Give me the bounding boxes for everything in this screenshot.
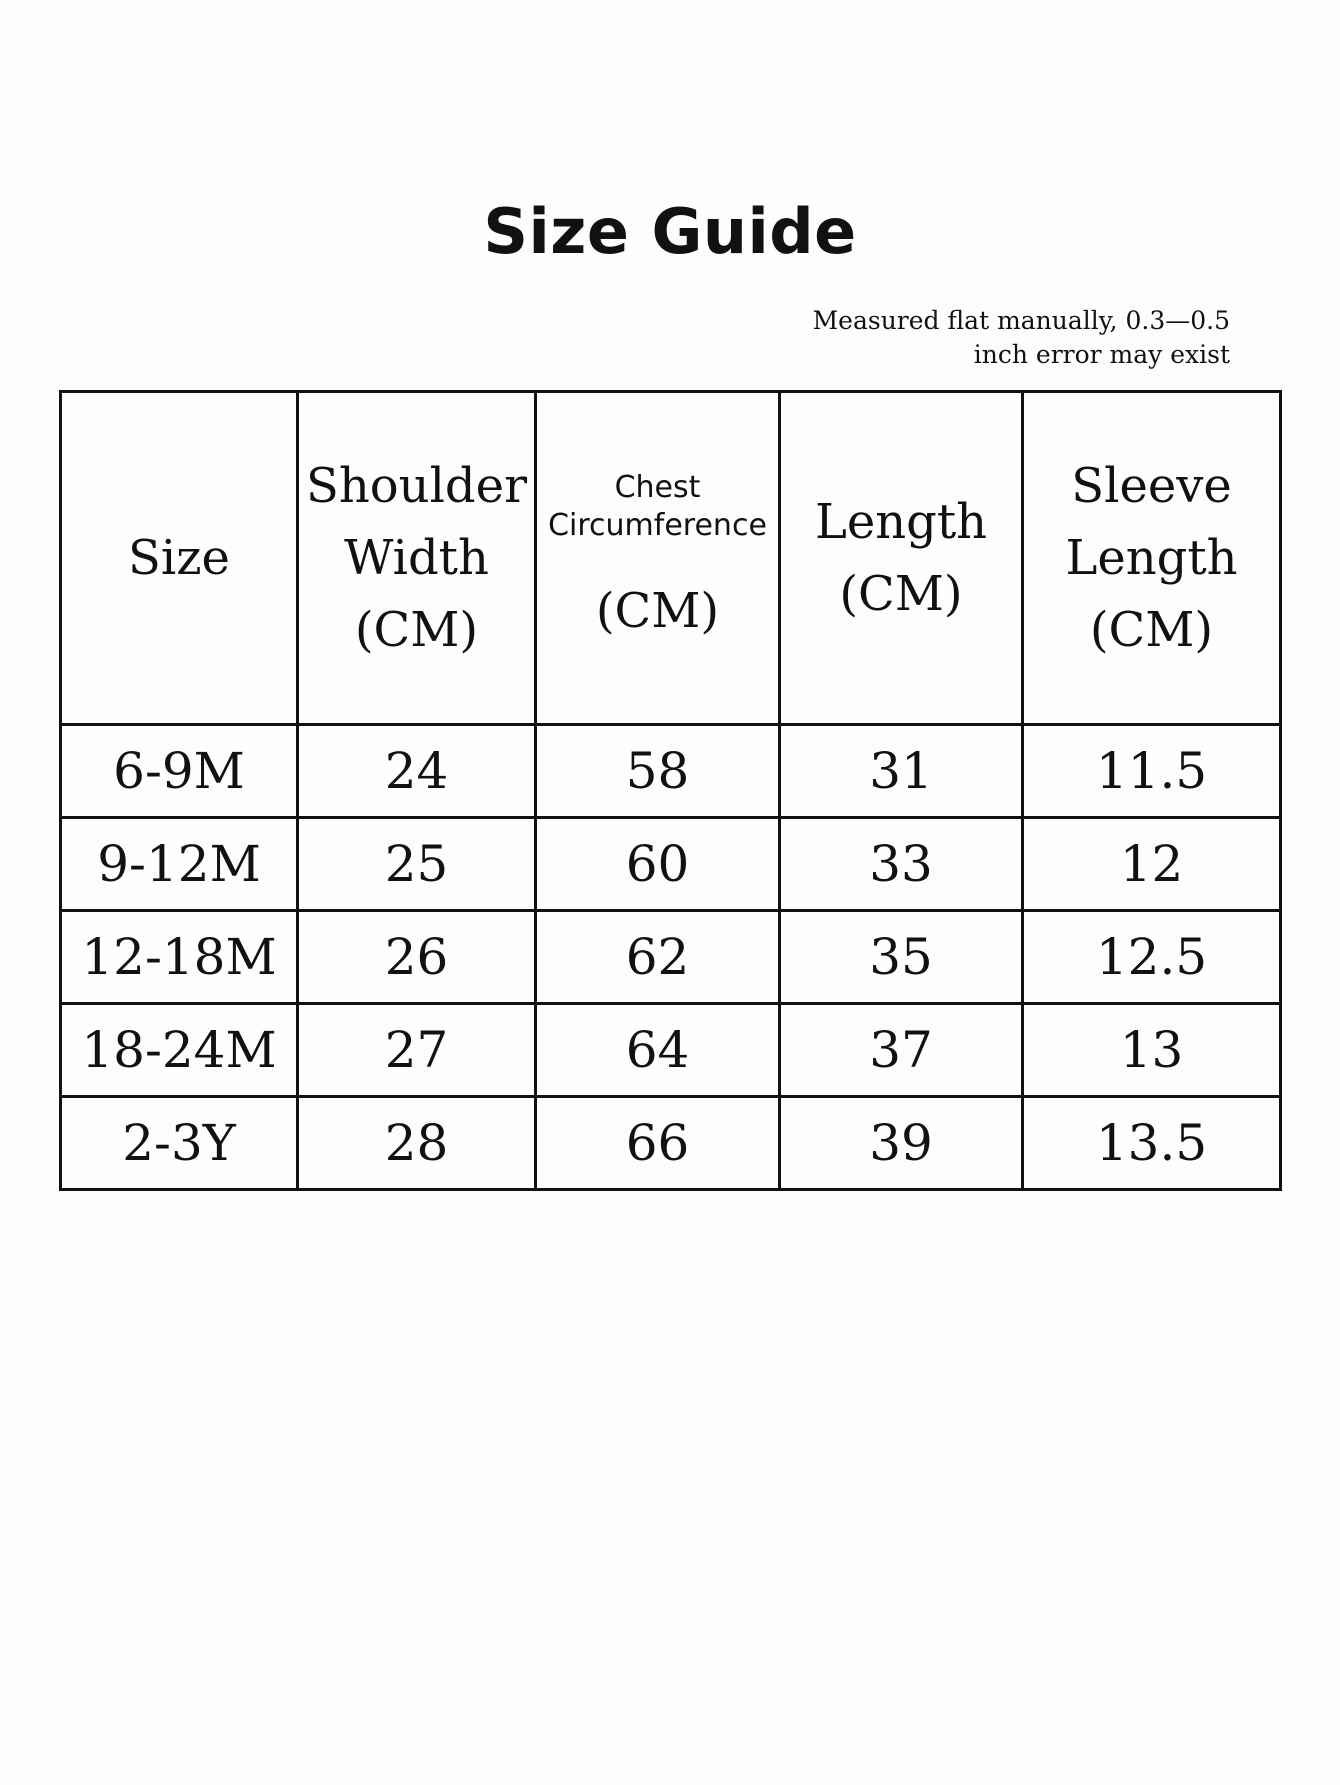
table-row — [61, 818, 1281, 911]
cell-sleeve-length: 12.5 — [1023, 911, 1281, 1004]
size-chart-table — [59, 390, 1282, 1191]
cell-chest: 60 — [536, 818, 780, 911]
cell-sleeve-length: 13.5 — [1023, 1097, 1281, 1190]
cell-chest: 58 — [536, 725, 780, 818]
cell-size: 6-9M — [61, 725, 298, 818]
cell-chest: 66 — [536, 1097, 780, 1190]
cell-size: 2-3Y — [61, 1097, 298, 1190]
table-row — [61, 725, 1281, 818]
cell-size: 18-24M — [61, 1004, 298, 1097]
cell-length: 35 — [780, 911, 1023, 1004]
cell-shoulder-width: 27 — [298, 1004, 536, 1097]
header-sleeve-line2: Length — [1065, 530, 1238, 586]
header-length-unit: (CM) — [839, 566, 963, 622]
header-chest-circumference — [536, 392, 780, 725]
header-length — [780, 392, 1023, 725]
cell-sleeve-length: 12 — [1023, 818, 1281, 911]
header-sleeve-line1: Sleeve — [1071, 458, 1232, 514]
cell-length: 31 — [780, 725, 1023, 818]
cell-length: 33 — [780, 818, 1023, 911]
cell-size: 9-12M — [61, 818, 298, 911]
cell-size: 12-18M — [61, 911, 298, 1004]
cell-shoulder-width: 28 — [298, 1097, 536, 1190]
header-shoulder-line2: Width — [344, 530, 489, 586]
header-chest-line1: Chest — [614, 470, 701, 505]
table-row — [61, 1004, 1281, 1097]
table-row — [61, 911, 1281, 1004]
cell-sleeve-length: 11.5 — [1023, 725, 1281, 818]
header-length-line1: Length — [814, 494, 988, 550]
cell-sleeve-length: 13 — [1023, 1004, 1281, 1097]
page-title: Size Guide — [483, 195, 857, 268]
table-header-row — [61, 392, 1281, 725]
cell-length: 39 — [780, 1097, 1023, 1190]
cell-length: 37 — [780, 1004, 1023, 1097]
header-shoulder-unit: (CM) — [354, 602, 479, 658]
cell-shoulder-width: 24 — [298, 725, 536, 818]
cell-shoulder-width: 26 — [298, 911, 536, 1004]
cell-chest: 62 — [536, 911, 780, 1004]
table-row — [61, 1097, 1281, 1190]
header-sleeve-length — [1023, 392, 1281, 725]
header-shoulder-width — [298, 392, 536, 725]
header-shoulder-line1: Shoulder — [305, 458, 528, 514]
cell-shoulder-width: 25 — [298, 818, 536, 911]
header-sleeve-unit: (CM) — [1089, 602, 1214, 658]
header-size — [61, 392, 298, 725]
header-chest-line2: Circumference — [548, 508, 767, 543]
measurement-note: Measured flat manually, 0.3—0.5 inch error may exist — [812, 306, 1230, 369]
header-chest-unit: (CM) — [595, 583, 720, 639]
header-size-label: Size — [128, 530, 230, 586]
cell-chest: 64 — [536, 1004, 780, 1097]
